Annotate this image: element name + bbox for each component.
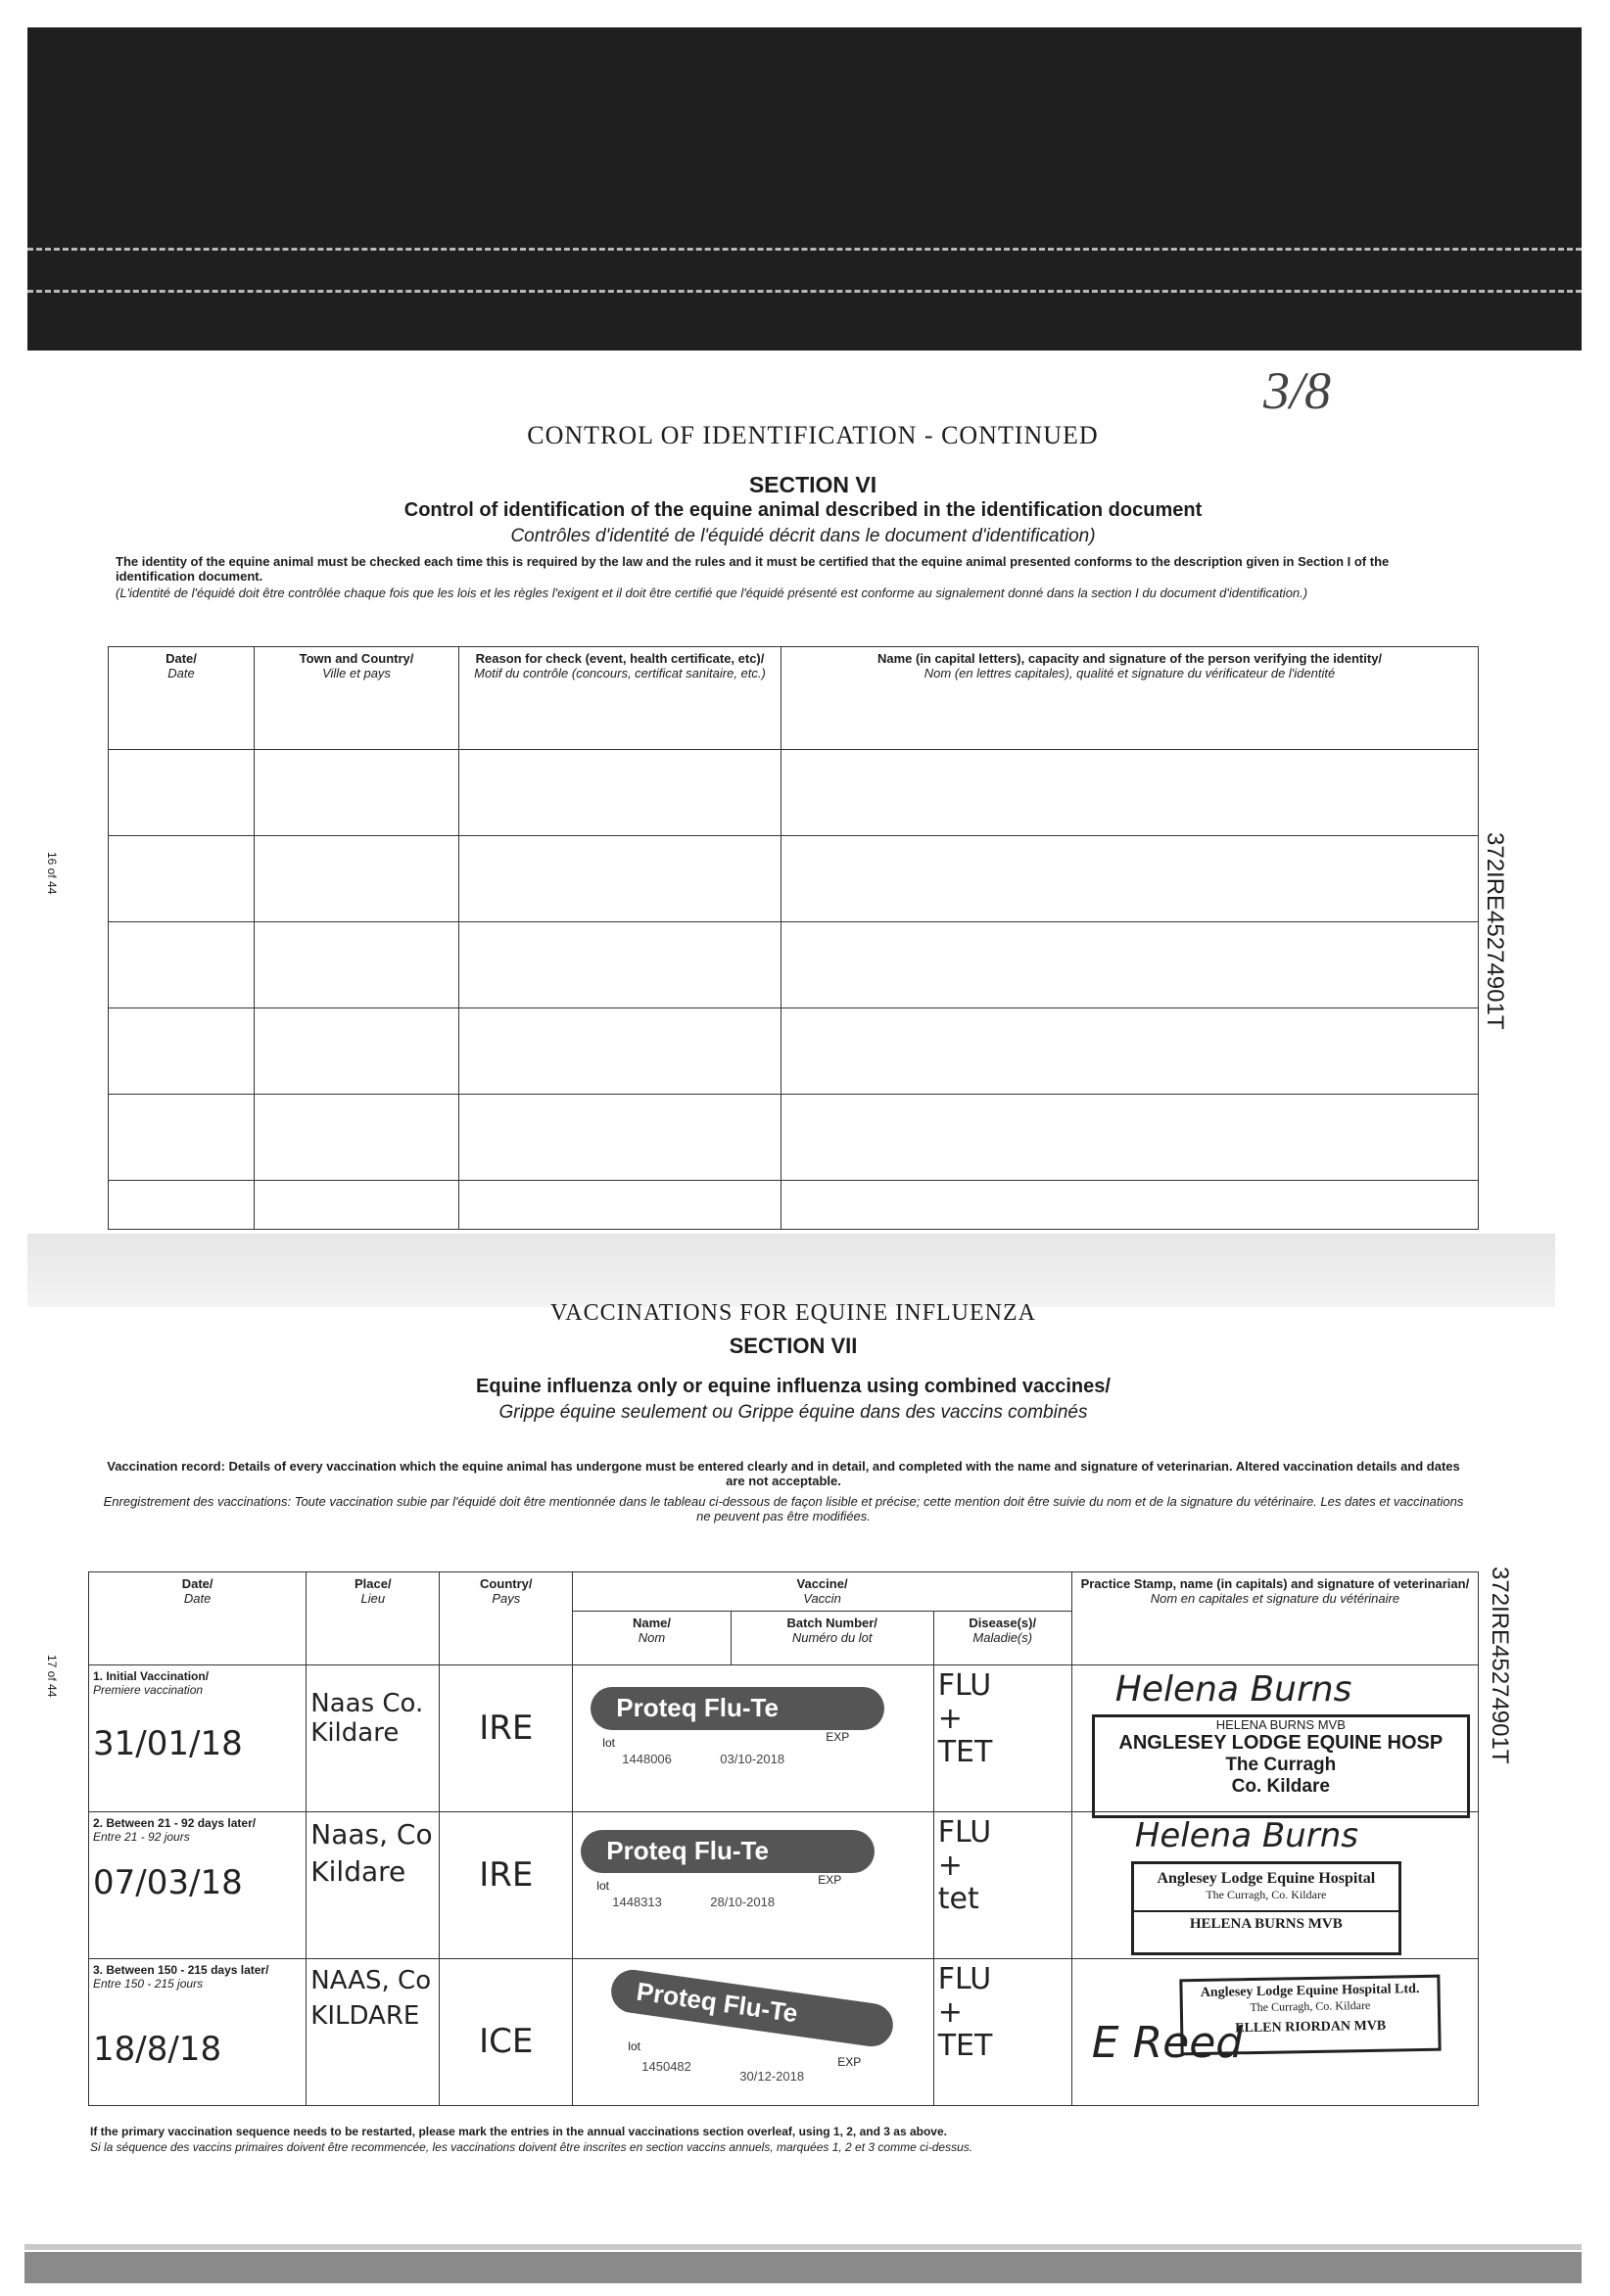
place-cell[interactable]: [307, 1812, 440, 1959]
vaccine-sticker: Proteq Flu-Te: [591, 1687, 884, 1730]
empty-cell[interactable]: [781, 750, 1479, 836]
vet-signature: Helena Burns: [1114, 1669, 1352, 1710]
row-label-fr: Entre 150 - 215 jours: [93, 1977, 204, 1991]
empty-cell[interactable]: [255, 1181, 459, 1230]
disease-cell[interactable]: [933, 1812, 1071, 1959]
col-vaccine: Vaccine/ Vaccin: [573, 1572, 1072, 1612]
expiry-date: 28/10-2018: [710, 1895, 776, 1909]
exp-label: EXP: [818, 1873, 842, 1887]
table-row: [89, 1959, 1479, 2106]
section6-intro-fr: (L'identité de l'équidé doit être contrôlée chaque fois que les lois et les règles l'exigent et il doit être certifié que l'équidé présenté est conforme au signalement donné dans la section I du document d'identification.): [116, 586, 1308, 600]
vaccination-place: Naas Co. Kildare: [310, 1689, 424, 1748]
scan-bottom-bar: [24, 2252, 1582, 2283]
empty-cell[interactable]: [459, 750, 781, 836]
side-reference-1: 372IRE452749​01T: [1482, 832, 1508, 1030]
empty-cell[interactable]: [781, 1008, 1479, 1095]
table-header-row: [89, 1572, 1479, 1612]
lot-label: lot: [628, 2039, 640, 2053]
section7-title: Equine influenza only or equine influenza using combined vaccines/: [476, 1376, 1111, 1397]
section7-record-intro-fr: Enregistrement des vaccinations: Toute vaccination subie par l'équidé doit être mentionnée dans le tableau ci-dessous de façon lisible et précise; cette mention doit être suivie du nom et de la signature du vétérinaire. Les dates et vaccinations ne peuvent pas être modifiées.: [103, 1494, 1464, 1523]
vaccine-label-cell[interactable]: [573, 1959, 933, 2106]
empty-cell[interactable]: [255, 922, 459, 1008]
country-cell[interactable]: [440, 1959, 573, 2106]
row-label: 3. Between 150 - 215 days later/: [93, 1963, 269, 1977]
table-row: [109, 1008, 1479, 1095]
empty-cell[interactable]: [109, 1181, 255, 1230]
expiry-date: 03/10-2018: [720, 1752, 785, 1766]
empty-cell[interactable]: [255, 1008, 459, 1095]
section6-title: Control of identification of the equine animal described in the identification document: [403, 499, 1203, 521]
row-label-fr: Premiere vaccination: [93, 1683, 204, 1697]
vaccination-place: Naas, Co Kildare: [310, 1818, 433, 1888]
page-count-2: 17 of 44: [45, 1655, 59, 1698]
col-disease: Disease(s)/ Maladie(s): [933, 1612, 1071, 1665]
scan-dark-band: [27, 27, 1582, 351]
vaccination-country: IRE: [479, 1709, 534, 1748]
section7-label: SECTION VII: [729, 1334, 858, 1358]
empty-cell[interactable]: [109, 1008, 255, 1095]
practice-stamp: Anglesey Lodge Equine Hospital The Curragh, Co. Kildare HELENA BURNS MVB: [1131, 1861, 1401, 1955]
vaccination-country: IRE: [479, 1855, 534, 1895]
col-date: Date/ Date: [89, 1572, 307, 1665]
place-cell[interactable]: [307, 1665, 440, 1812]
section6-title-fr: Contrôles d'identité de l'équidé décrit dans le document d'identification): [510, 526, 1096, 546]
vaccination-date: 07/03/18: [93, 1863, 243, 1902]
vaccination-country: ICE: [479, 2022, 534, 2061]
date-cell[interactable]: [89, 1959, 307, 2106]
vaccination-date: 18/8/18: [93, 2030, 222, 2069]
stamp-cell[interactable]: [1071, 1665, 1478, 1812]
table-header-row: [109, 647, 1479, 750]
row-label: 2. Between 21 - 92 days later/: [93, 1816, 257, 1830]
empty-cell[interactable]: [459, 1095, 781, 1181]
batch-number: 1448313: [612, 1895, 662, 1909]
page-fold-shade: [27, 1234, 1555, 1307]
empty-cell[interactable]: [459, 1008, 781, 1095]
table-row: [89, 1665, 1479, 1812]
col-stamp: Practice Stamp, name (in capitals) and signature of veterinarian/ Nom en capitales et signature du vétérinaire: [1071, 1572, 1478, 1665]
empty-cell[interactable]: [255, 1095, 459, 1181]
side-reference-2: 372IRE452749​01T: [1487, 1567, 1513, 1764]
disease-cell[interactable]: [933, 1665, 1071, 1812]
empty-cell[interactable]: [109, 1095, 255, 1181]
page-count-1: 16 of 44: [45, 852, 59, 895]
empty-cell[interactable]: [459, 1181, 781, 1230]
section7-record-intro: Vaccination record: Details of every vaccination which the equine animal has undergone must be entered clearly and in detail, and completed with the name and signature of veterinarian. Altered vaccination details and dates are not acceptable.: [107, 1459, 1460, 1488]
vet-name: HELENA BURNS MVB: [1215, 1717, 1346, 1732]
identification-check-table: [108, 646, 1479, 1230]
batch-number: 1450482: [641, 2059, 691, 2074]
empty-cell[interactable]: [109, 922, 255, 1008]
vaccination-date: 31/01/18: [93, 1724, 243, 1763]
empty-cell[interactable]: [459, 922, 781, 1008]
disease-entry: FLU + TET: [937, 1962, 993, 2063]
date-cell[interactable]: [89, 1665, 307, 1812]
section6-label: SECTION VI: [748, 472, 877, 497]
date-cell[interactable]: [89, 1812, 307, 1959]
vaccination-table: [88, 1571, 1479, 2106]
section7-heading: VACCINATIONS FOR EQUINE INFLUENZA: [550, 1300, 1036, 1326]
section6-heading: CONTROL OF IDENTIFICATION - CONTINUED: [527, 421, 1099, 449]
scan-edge-bar: [24, 2244, 1582, 2250]
disease-cell[interactable]: [933, 1959, 1071, 2106]
table-row: [109, 922, 1479, 1008]
table-row: [109, 1181, 1479, 1230]
batch-number: 1448006: [622, 1752, 672, 1766]
empty-cell[interactable]: [459, 836, 781, 922]
vaccination-place: NAAS, Co KILDARE: [310, 1966, 432, 2031]
empty-cell[interactable]: [109, 836, 255, 922]
practice-stamp: HELENA BURNS MVB ANGLESEY LODGE EQUINE HOSP The Curragh Co. Kildare: [1092, 1714, 1470, 1818]
row-label: 1. Initial Vaccination/: [93, 1669, 210, 1683]
expiry-date: 30/12-2018: [739, 2069, 805, 2084]
place-cell[interactable]: [307, 1959, 440, 2106]
stitch-line: [27, 248, 1582, 251]
footnote-fr: Si la séquence des vaccins primaires doivent être recommencée, les vaccinations doivent être inscrites en section vaccins annuels, marquées 1, 2 et 3 comme ci-dessus.: [90, 2140, 973, 2154]
page-number: 3/8: [1263, 361, 1332, 420]
section7-title-fr: Grippe équine seulement ou Grippe équine dans des vaccins combinés: [498, 1402, 1088, 1423]
col-name: Name (in capital letters), capacity and signature of the person verifying the identity/ Nom (en lettres capitales), qualité et signature du vérificateur de l'identité: [781, 647, 1479, 750]
col-town: Town and Country/ Ville et pays: [255, 647, 459, 750]
stamp-cell[interactable]: [1071, 1812, 1478, 1959]
row-label-fr: Entre 21 - 92 jours: [93, 1830, 190, 1844]
empty-cell[interactable]: [781, 1095, 1479, 1181]
empty-cell[interactable]: [255, 836, 459, 922]
vaccine-label-cell[interactable]: [573, 1665, 933, 1812]
vet-signature: Helena Burns: [1134, 1816, 1358, 1855]
stamp-cell[interactable]: [1071, 1959, 1478, 2106]
table-row: [109, 750, 1479, 836]
exp-label: EXP: [826, 1730, 850, 1744]
practice-stamp: Anglesey Lodge Equine Hospital Ltd. The Curragh, Co. Kildare ELLEN RIORDAN MVB: [1179, 1975, 1441, 2056]
country-cell[interactable]: [440, 1812, 573, 1959]
table-row: [109, 1095, 1479, 1181]
disease-entry: FLU + TET: [937, 1668, 993, 1769]
table-row: [109, 836, 1479, 922]
section6-intro: The identity of the equine animal must be checked each time this is required by the law and the rules and it must be certified that the equine animal presented conforms to the description given in Section I of the identification document.: [116, 554, 1390, 584]
empty-cell[interactable]: [781, 1181, 1479, 1230]
empty-cell[interactable]: [255, 750, 459, 836]
col-place: Place/ Lieu: [307, 1572, 440, 1665]
table-row: [89, 1812, 1479, 1959]
disease-entry: FLU + tet: [937, 1815, 992, 1916]
country-cell[interactable]: [440, 1665, 573, 1812]
vaccine-label-cell[interactable]: [573, 1812, 933, 1959]
stitch-line: [27, 290, 1582, 293]
col-country: Country/ Pays: [440, 1572, 573, 1665]
col-reason: Reason for check (event, health certificate, etc)/ Motif du contrôle (concours, certificat sanitaire, etc.): [459, 647, 781, 750]
footnote: If the primary vaccination sequence needs to be restarted, please mark the entries in the annual vaccinations section overleaf, using 1, 2, and 3 as above.: [90, 2125, 947, 2138]
lot-label: lot: [602, 1736, 615, 1750]
lot-label: lot: [596, 1879, 609, 1893]
vaccine-sticker: Proteq Flu-Te: [581, 1830, 875, 1873]
vet-signature: E Reed: [1091, 2018, 1244, 2068]
col-date: Date/ Date: [109, 647, 255, 750]
empty-cell[interactable]: [109, 750, 255, 836]
empty-cell[interactable]: [781, 836, 1479, 922]
col-batch: Batch Number/ Numéro du lot: [731, 1612, 933, 1665]
col-vaccine-name: Name/ Nom: [573, 1612, 731, 1665]
vaccine-sticker: Proteq Flu-Te: [609, 1967, 896, 2049]
exp-label: EXP: [837, 2055, 862, 2069]
empty-cell[interactable]: [781, 922, 1479, 1008]
